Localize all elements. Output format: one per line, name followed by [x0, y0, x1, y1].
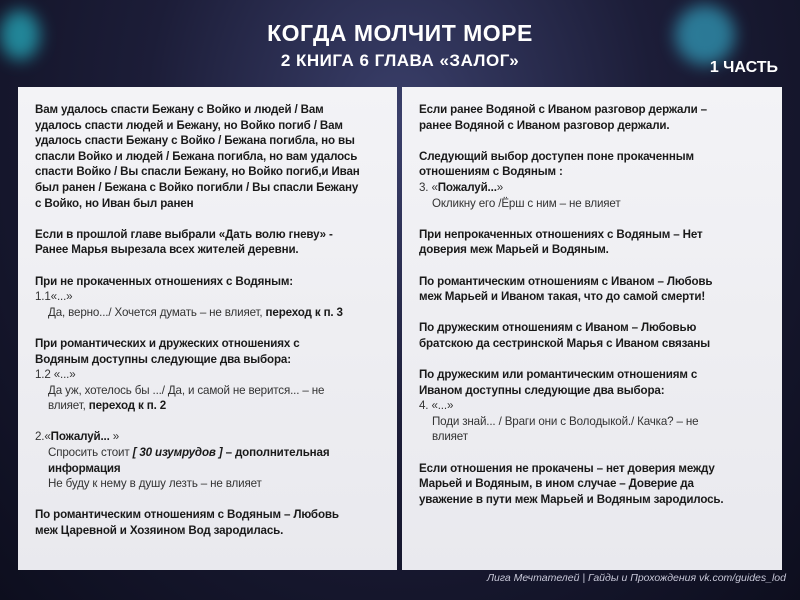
text-line [35, 102, 389, 118]
text-line [419, 398, 774, 414]
text-line [35, 445, 389, 461]
text-segment: уважение в пути меж Марьей и Водяным зародилось. [419, 492, 724, 506]
text-segment: » [496, 180, 504, 194]
text-line [419, 476, 774, 492]
text-line [419, 227, 774, 243]
text-segment: спасти Войко / Вы спасли Бежану, но Войко погиб,и Иван [35, 165, 360, 179]
text-line [35, 274, 389, 290]
text-line [35, 429, 389, 445]
text-segment: ранее Водяной с Иваном разговор держали. [419, 118, 670, 132]
text-line [419, 164, 774, 180]
text-segment: был ранен / Бежана с Войко погибли / Вы спасли Бежану [35, 180, 359, 194]
text-segment: удалось спасти людей и Бежану, но Войко погиб / Вам [35, 118, 343, 132]
text-line [419, 383, 774, 399]
text-segment: Иваном доступны следующие два выбора: [419, 383, 665, 397]
text-segment: 3. « [419, 180, 438, 194]
text-segment: доверия меж Марьей и Водяным. [419, 243, 609, 257]
text-segment: – дополнительная [222, 446, 330, 460]
text-line [35, 507, 389, 523]
right-text [419, 102, 774, 507]
text-line [35, 289, 389, 305]
part-label: 1 ЧАСТЬ [709, 59, 778, 76]
text-segment: [ 30 изумрудов ] [132, 446, 223, 460]
text-segment: По романтическим отношениям с Водяным – Любовь [35, 508, 339, 522]
text-segment: » [112, 430, 120, 444]
text-segment: Вам удалось спасти Бежану с Войко и людей / Вам [35, 103, 324, 116]
paragraph-gap [35, 211, 389, 227]
text-segment: Поди знай... / Враги они с Володыкой./ Качка? – не [432, 414, 699, 428]
paragraph-gap [419, 211, 774, 227]
text-line [419, 336, 774, 352]
paragraph-gap [35, 414, 389, 430]
text-line [419, 492, 774, 508]
text-line [35, 242, 389, 258]
text-segment: меж Марьей и Иваном такая, что до самой смерти! [419, 290, 706, 304]
paragraph-gap [419, 352, 774, 368]
text-line [35, 149, 389, 165]
right-panel [402, 87, 782, 570]
text-segment: При романтических и дружеских отношениях с [35, 336, 300, 350]
text-segment: Марьей и Водяным, в ином случае – Доверие да [419, 477, 694, 491]
paragraph-gap [419, 445, 774, 461]
left-text [35, 102, 389, 539]
text-segment: влияет, [48, 399, 89, 413]
footer-credit: Лига Мечтателей | Гайды и Прохождения vk.com/guides_lod [486, 572, 786, 584]
text-line [35, 180, 389, 196]
text-segment: Следующий выбор доступен поне прокаченным [419, 149, 694, 163]
text-line [35, 133, 389, 149]
text-line [419, 320, 774, 336]
text-segment: влияет [432, 430, 468, 444]
text-segment: Ранее Марья вырезала всех жителей деревни. [35, 243, 299, 257]
paragraph-gap [35, 492, 389, 508]
paragraph-gap [35, 320, 389, 336]
text-segment: По дружеским или романтическим отношениям с [419, 368, 698, 382]
text-line [419, 289, 774, 305]
text-segment: Если в прошлой главе выбрали «Дать волю гневу» - [35, 227, 333, 241]
paragraph-gap [419, 305, 774, 321]
text-line [35, 367, 389, 383]
text-line [35, 398, 389, 414]
text-line [35, 227, 389, 243]
left-panel [18, 87, 397, 570]
text-segment: Окликну его /Ёрш с ним – не влияет [432, 196, 621, 210]
text-segment: меж Царевной и Хозяином Вод зародилась. [35, 524, 284, 538]
text-segment: переход к п. 2 [88, 399, 167, 413]
text-line [419, 414, 774, 430]
text-segment: Да, верно.../ Хочется думать – не влияет, [48, 305, 266, 319]
text-segment: информация [48, 461, 121, 475]
text-segment: Если отношения не прокачены – нет доверия между [419, 461, 715, 475]
text-segment: При непрокаченных отношениях с Водяным – Нет [419, 227, 703, 241]
text-line [419, 180, 774, 196]
text-segment: с Войко, но Иван был ранен [35, 196, 194, 210]
text-line [35, 118, 389, 134]
text-line [35, 305, 389, 321]
text-segment: 2.« [35, 430, 51, 444]
text-segment: Если ранее Водяной с Иваном разговор держали – [419, 103, 707, 116]
text-segment: 4. «...» [419, 399, 454, 413]
text-segment: спасли Войко и людей / Бежана погибла, но вам удалось [35, 149, 358, 163]
text-line [419, 367, 774, 383]
text-line [35, 336, 389, 352]
paragraph-gap [419, 133, 774, 149]
text-line [35, 196, 389, 212]
text-segment: Пожалуй... [50, 430, 113, 444]
text-line [419, 274, 774, 290]
text-line [419, 242, 774, 258]
text-segment: братскою да сестринской Марья с Иваном связаны [419, 336, 710, 350]
text-line [419, 149, 774, 165]
text-segment: Не буду к нему в душу лезть – не влияет [48, 477, 262, 491]
text-line [35, 476, 389, 492]
text-segment: удалось спасти Бежану с Войко / Бежана погибла, но вы [35, 134, 355, 148]
page-title: КОГДА МОЛЧИТ МОРЕ [267, 20, 533, 46]
text-segment: По дружеским отношениям с Иваном – Любовью [419, 321, 697, 335]
text-segment: переход к п. 3 [265, 305, 343, 319]
text-line [35, 383, 389, 399]
text-line [35, 352, 389, 368]
text-segment: При не прокаченных отношениях с Водяным: [35, 274, 293, 288]
text-segment: Спросить стоит [48, 446, 133, 460]
text-line [419, 429, 774, 445]
text-line [35, 461, 389, 477]
text-line [35, 164, 389, 180]
text-segment: Водяным доступны следующие два выбора: [35, 352, 291, 366]
text-segment: 1.1«...» [35, 290, 73, 304]
text-segment: 1.2 «...» [35, 368, 76, 382]
text-line [419, 461, 774, 477]
text-segment: По романтическим отношениям с Иваном – Любовь [419, 274, 713, 288]
paragraph-gap [419, 258, 774, 274]
text-line [35, 523, 389, 539]
text-segment: Да уж, хотелось бы .../ Да, и самой не верится... – не [48, 383, 325, 397]
page-subtitle: 2 КНИГА 6 ГЛАВА «ЗАЛОГ» [280, 51, 520, 70]
paragraph-gap [35, 258, 389, 274]
text-line [419, 118, 774, 134]
text-line [419, 102, 774, 118]
text-segment: Пожалуй... [437, 180, 497, 194]
text-segment: отношениям с Водяным : [419, 165, 563, 179]
text-line [419, 196, 774, 212]
